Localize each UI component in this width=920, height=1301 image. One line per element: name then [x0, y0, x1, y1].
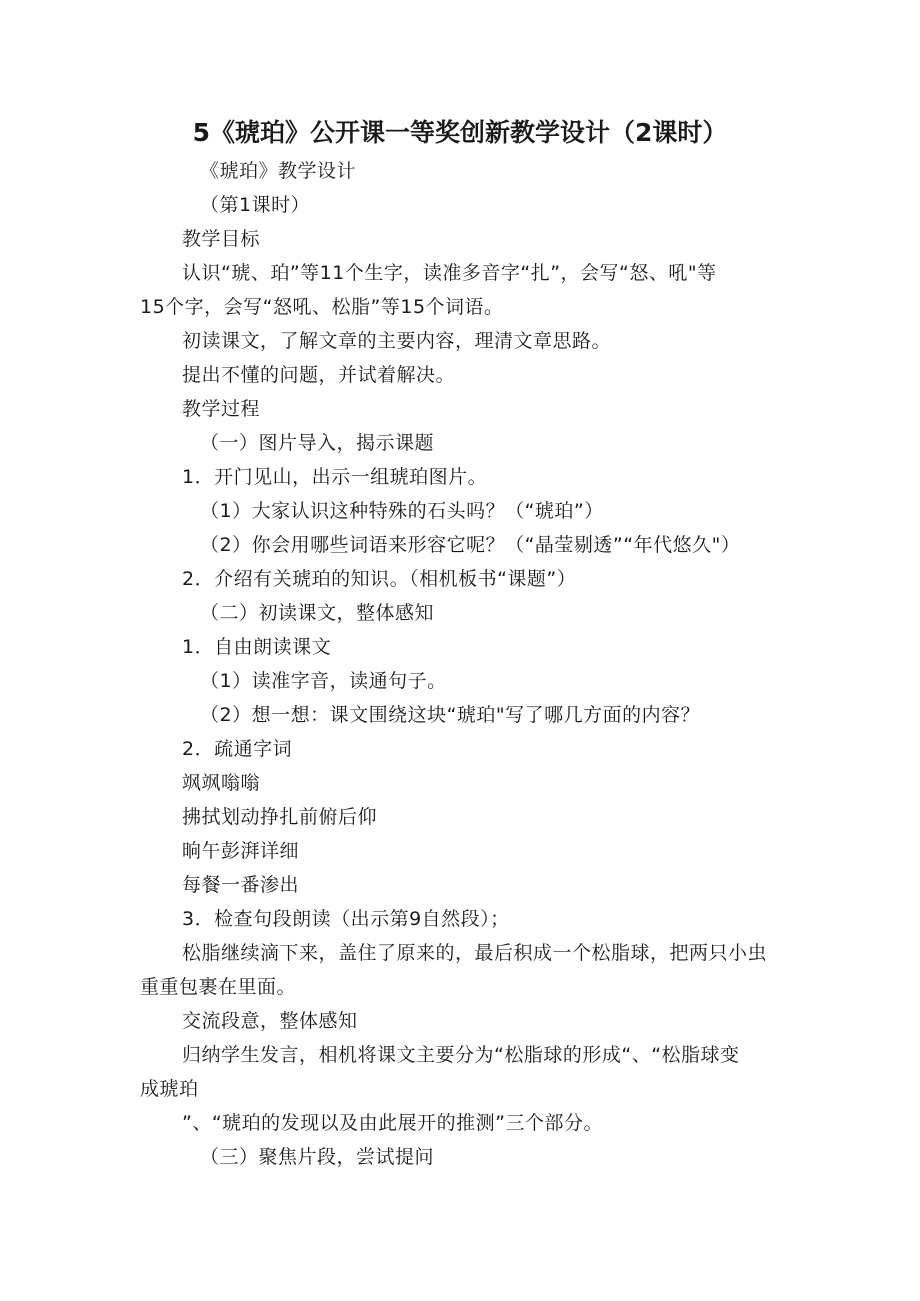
paragraph-line: ”、“琥珀的发现以及由此展开的推测”三个部分。	[182, 1112, 604, 1134]
subtitle-line: 《琥珀》教学设计	[200, 160, 357, 182]
paragraph-line: 重重包裹在里面。	[140, 976, 297, 998]
paragraph-line: 交流段意，整体感知	[182, 1010, 358, 1032]
lesson-number-line: （第1课时）	[200, 194, 311, 216]
paragraph-line: 归纳学生发言，相机将课文主要分为“松脂球的形成“、“松脂球变	[182, 1044, 740, 1066]
paragraph-line: 3．检查句段朗读（出示第9自然段）；	[182, 908, 510, 930]
paragraph-line: 1．开门见山，出示一组琥珀图片。	[182, 466, 488, 488]
paragraph-line: 2．疏通字词	[182, 738, 293, 760]
paragraph-line: 松脂继续滴下来，盖住了原来的，最后积成一个松脂球，把两只小虫	[182, 942, 768, 964]
subsection-heading: （二）初读课文，整体感知	[200, 602, 435, 624]
paragraph-line: （1）大家认识这种特殊的石头吗？（“琥珀”）	[200, 500, 604, 522]
paragraph-line: （1）读准字音，读通句子。	[200, 670, 447, 692]
vocabulary-line: 每餐一番渗出	[182, 874, 300, 896]
paragraph-line: （2）想一想：课文围绕这块“琥珀"写了哪几方面的内容？	[200, 704, 701, 726]
paragraph-line: 15个字，会写“怒吼、松脂”等15个词语。	[140, 296, 504, 318]
subsection-heading: （一）图片导入，揭示课题	[200, 432, 435, 454]
paragraph-line: （2）你会用哪些词语来形容它呢？（“晶莹剔透”“年代悠久"）	[200, 534, 741, 556]
paragraph-line: 成琥珀	[140, 1078, 199, 1100]
vocabulary-line: 晌午彭湃详细	[182, 840, 300, 862]
paragraph-line: 1．自由朗读课文	[182, 636, 332, 658]
section-heading-process: 教学过程	[182, 398, 261, 420]
document-title: 5《琥珀》公开课一等奖创新教学设计（2课时）	[192, 118, 728, 147]
paragraph-line: 2．介绍有关琥珀的知识。（相机板书“课题”）	[182, 568, 577, 590]
paragraph-line: 初读课文，了解文章的主要内容，理清文章思路。	[182, 330, 612, 352]
vocabulary-line: 飒飒嗡嗡	[182, 772, 261, 794]
section-heading-goals: 教学目标	[182, 228, 261, 250]
subsection-heading: （三）聚焦片段，尝试提问	[200, 1146, 435, 1168]
paragraph-line: 提出不懂的问题，并试着解决。	[182, 364, 456, 386]
vocabulary-line: 拂拭划动挣扎前俯后仰	[182, 806, 378, 828]
paragraph-line: 认识“琥、珀”等11个生字，读准多音字“扎”，会写“怒、吼"等	[182, 262, 717, 284]
